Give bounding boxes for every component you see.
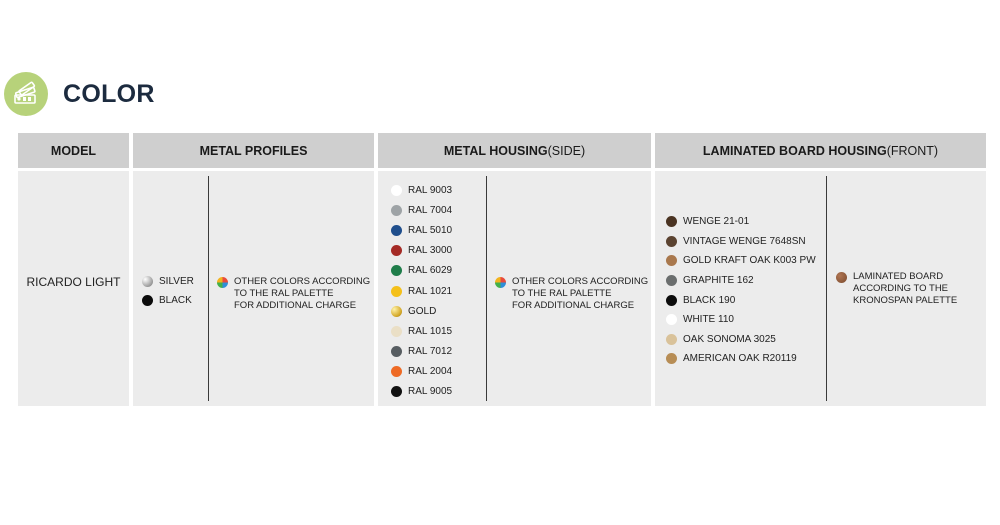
wood-swatch-icon — [836, 272, 847, 283]
color-option — [666, 349, 816, 369]
color-label: GRAPHITE 162 — [683, 275, 754, 287]
model-cell — [18, 171, 129, 406]
color-option — [666, 290, 816, 310]
color-swatch-icon — [666, 255, 677, 266]
multicolor-swatch-icon — [217, 277, 228, 288]
model-name: RICARDO LIGHT — [26, 275, 121, 289]
color-swatch-icon — [391, 185, 402, 196]
divider — [826, 176, 827, 401]
color-label: RAL 1021 — [408, 285, 453, 297]
color-swatch-icon — [391, 245, 402, 256]
header-model: MODEL — [18, 133, 129, 168]
color-option — [391, 301, 452, 321]
color-swatch-icon — [666, 275, 677, 286]
divider — [486, 176, 487, 401]
color-option — [391, 220, 452, 240]
color-swatch-icon — [391, 326, 402, 337]
color-label: BLACK 190 — [683, 294, 736, 306]
metal-housing-swatch-list — [391, 180, 452, 402]
color-swatch-icon — [142, 295, 153, 306]
metal-profiles-note: OTHER COLORS ACCORDING TO THE RAL PALETTE FOR ADDITIONAL CHARGE — [217, 276, 370, 312]
color-label: RAL 9003 — [408, 184, 453, 196]
color-swatch-icon — [666, 236, 677, 247]
color-label: RAL 6029 — [408, 265, 453, 277]
color-palette-icon — [4, 72, 48, 116]
color-option — [391, 261, 452, 281]
color-swatch-icon — [391, 205, 402, 216]
color-label: RAL 3000 — [408, 245, 453, 257]
color-option — [391, 200, 452, 220]
metal-housing-note: OTHER COLORS ACCORDING TO THE RAL PALETTE FOR ADDITIONAL CHARGE — [495, 276, 648, 312]
metal-profiles-swatch-list — [142, 272, 194, 310]
color-swatch-icon — [391, 366, 402, 377]
color-swatch-icon — [391, 225, 402, 236]
color-option — [666, 310, 816, 330]
color-label: RAL 2004 — [408, 366, 453, 378]
color-option — [666, 271, 816, 291]
color-option — [391, 321, 452, 341]
color-swatch-icon — [391, 346, 402, 357]
color-label: RAL 1015 — [408, 325, 453, 337]
color-swatch-icon — [666, 353, 677, 364]
color-swatch-icon — [391, 286, 402, 297]
header-laminated-board: LAMINATED BOARD HOUSING (FRONT) — [655, 133, 986, 168]
color-option — [666, 251, 816, 271]
header-metal-profiles: METAL PROFILES — [133, 133, 374, 168]
color-swatch-icon — [666, 314, 677, 325]
color-label: BLACK — [159, 295, 192, 306]
color-option — [391, 281, 452, 301]
color-swatch-icon — [391, 306, 402, 317]
divider — [208, 176, 209, 401]
color-option — [391, 180, 452, 200]
color-label: OAK SONOMA 3025 — [683, 333, 776, 345]
color-label: VINTAGE WENGE 7648SN — [683, 235, 806, 247]
multicolor-swatch-icon — [495, 277, 506, 288]
color-label: RAL 5010 — [408, 224, 453, 236]
color-label: RAL 7004 — [408, 204, 453, 216]
color-label: RAL 7012 — [408, 346, 453, 358]
color-table — [18, 133, 986, 406]
color-swatch-icon — [666, 334, 677, 345]
color-swatch-icon — [391, 386, 402, 397]
color-swatch-icon — [666, 295, 677, 306]
section-header — [4, 72, 155, 116]
laminated-board-swatch-list — [666, 212, 816, 369]
color-option — [142, 291, 194, 310]
color-option — [666, 330, 816, 350]
color-label: AMERICAN OAK R20119 — [683, 353, 797, 365]
color-label: WHITE 110 — [683, 314, 734, 326]
color-option — [142, 272, 194, 291]
color-label: GOLD KRAFT OAK K003 PW — [683, 255, 816, 267]
page-title: COLOR — [63, 79, 155, 108]
color-swatch-icon — [391, 265, 402, 276]
color-swatch-icon — [142, 276, 153, 287]
color-label: GOLD — [408, 305, 437, 317]
color-option — [666, 212, 816, 232]
color-label: SILVER — [159, 276, 194, 287]
laminated-board-note: LAMINATED BOARD ACCORDING TO THE KRONOSPAN PALETTE — [836, 271, 957, 307]
color-option — [391, 382, 452, 402]
header-metal-housing: METAL HOUSING (SIDE) — [378, 133, 651, 168]
color-option — [391, 362, 452, 382]
color-swatch-icon — [666, 216, 677, 227]
color-option — [391, 342, 452, 362]
color-option — [666, 232, 816, 252]
color-label: WENGE 21-01 — [683, 216, 750, 228]
color-label: RAL 9005 — [408, 386, 453, 398]
color-option — [391, 241, 452, 261]
